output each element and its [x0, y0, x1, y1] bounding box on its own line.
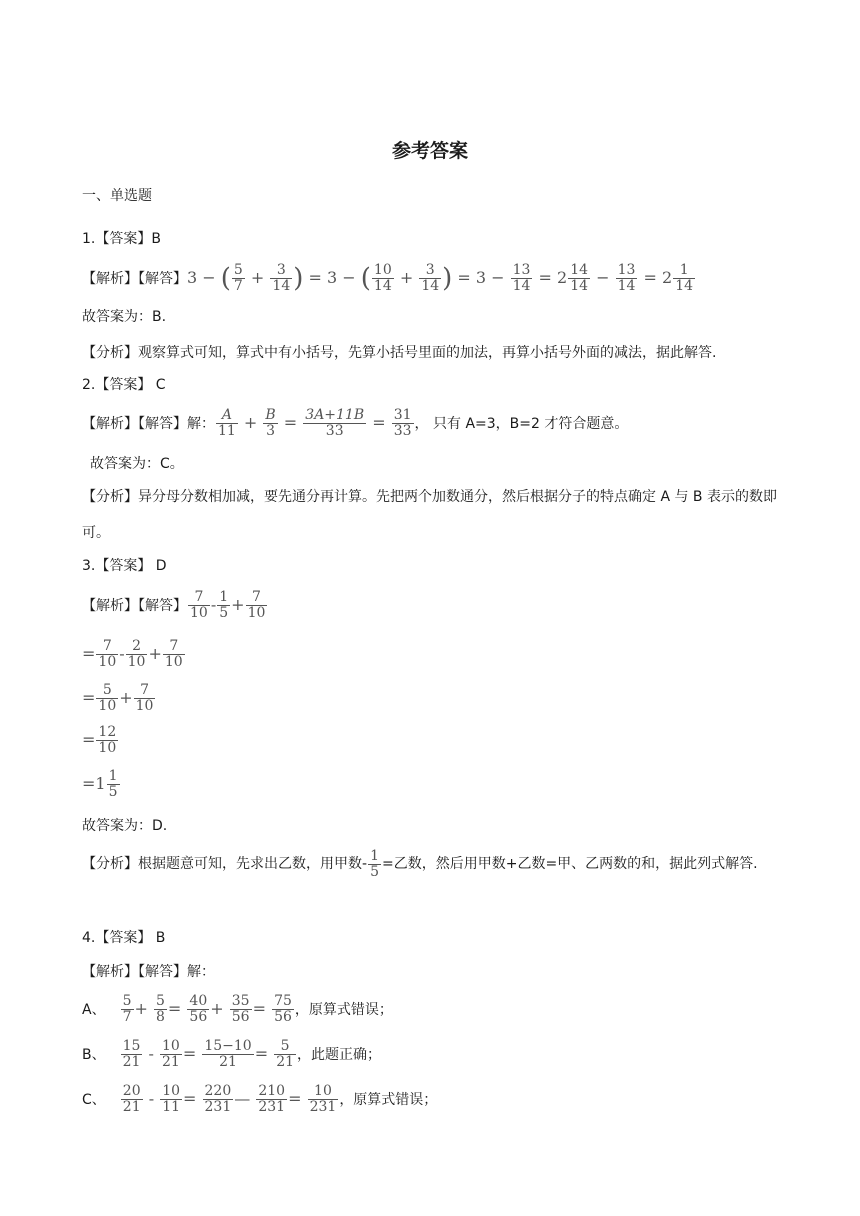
- q4-c-tail: ，原算式错误；: [339, 1092, 438, 1108]
- q4-c-formula: $\frac{20}{21}$ - $\frac{10}{11}$ = $\frac{220}{231}$ — $\frac{210}{231}$ = $\frac{10}{231}$: [122, 1083, 337, 1115]
- q4-option-b: [82, 1036, 381, 1072]
- q3-step-4: = $\frac{12}{10}$: [82, 724, 117, 756]
- q3-analysis-post: =乙数，然后用甲数+乙数=甲、乙两数的和，据此列式解答.: [381, 856, 758, 872]
- q1-analysis: 【分析】观察算式可知，算式中有小括号，先算小括号里面的加法，再算小括号外面的减法，据此解答.: [82, 345, 717, 361]
- q1-conclusion: 故答案为：B.: [82, 309, 167, 325]
- q3-conclusion: 故答案为：D.: [82, 818, 168, 834]
- q3-formula-1: $\frac{7}{10}$ - $\frac{1}{5}$ + $\frac{7}{10}$: [190, 589, 266, 621]
- q4-option-c: [82, 1081, 437, 1117]
- section-heading: 一、单选题: [82, 188, 152, 204]
- q3-step-5: =1 $\frac{1}{5}$: [82, 768, 118, 800]
- q4-analysis-label: 【解析】【解答】解：: [82, 964, 215, 980]
- q4-option-a: [82, 991, 393, 1027]
- q3-answer: 3.【答案】 D: [82, 558, 167, 574]
- page-title: 参考答案: [391, 140, 468, 162]
- q1-solution: [82, 260, 696, 296]
- q4-a-formula: $\frac{5}{7}$ + $\frac{5}{8}$ = $\frac{40}{56}$ + $\frac{35}{56}$ = $\frac{75}{56}$: [122, 993, 292, 1025]
- q2-answer: 2.【答案】 C: [82, 377, 166, 393]
- q2-tail: ， 只有 A=3，B=2 才符合题意。: [414, 416, 629, 432]
- q1-answer: 1.【答案】B: [82, 231, 161, 247]
- q4-c-label: C、: [82, 1092, 106, 1108]
- q4-a-tail: ，原算式错误；: [294, 1002, 393, 1018]
- q3-solution: [82, 587, 268, 623]
- q3-analysis: [82, 846, 782, 882]
- q3-analysis-fraction: $\frac{1}{5}$: [370, 847, 379, 880]
- q2-solution: [82, 405, 628, 441]
- q4-b-tail: ，此题正确；: [297, 1047, 382, 1063]
- q2-formula: $\frac{A}{11}$ + $\frac{B}{3}$ = $\frac{3A+11B}{33}$ = $\frac{31}{33}$: [218, 407, 412, 439]
- q1-analysis-label: 【解析】【解答】: [82, 271, 187, 287]
- q3-step-2: = $\frac{7}{10}$ - $\frac{2}{10}$ + $\frac{7}{10}$: [82, 638, 183, 670]
- q4-b-formula: $\frac{15}{21}$ - $\frac{10}{21}$ = $\frac{15-10}{21}$ = $\frac{5}{21}$: [122, 1038, 295, 1070]
- q4-answer: 4.【答案】 B: [82, 930, 166, 946]
- q3-step-3: = $\frac{5}{10}$ + $\frac{7}{10}$: [82, 682, 154, 714]
- q1-formula: 3 − ( $\frac{5}{7}$ + $\frac{3}{14}$ ) = 3 − ( $\frac{10}{14}$ + $\frac{3}{14}$ ) = 3 − $\frac{13}{14}$ = 2 $\frac{14}{14}$ − $\frac{13}{14}$ = 2 $\frac{1}{14}$: [187, 262, 694, 294]
- q2-conclusion: 故答案为：C。: [90, 456, 184, 472]
- q4-b-label: B、: [82, 1047, 106, 1063]
- q3-analysis-label: 【解析】【解答】: [82, 598, 187, 614]
- q2-analysis: 【分析】异分母分数相加减，要先通分再计算。先把两个加数通分，然后根据分子的特点确定 A 与 B 表示的数即可。: [82, 489, 777, 541]
- q3-analysis-pre: 【分析】根据题意可知，先求出乙数，用甲数-: [82, 856, 368, 872]
- q4-a-label: A、: [82, 1002, 106, 1018]
- q2-analysis-label: 【解析】【解答】解：: [82, 416, 215, 432]
